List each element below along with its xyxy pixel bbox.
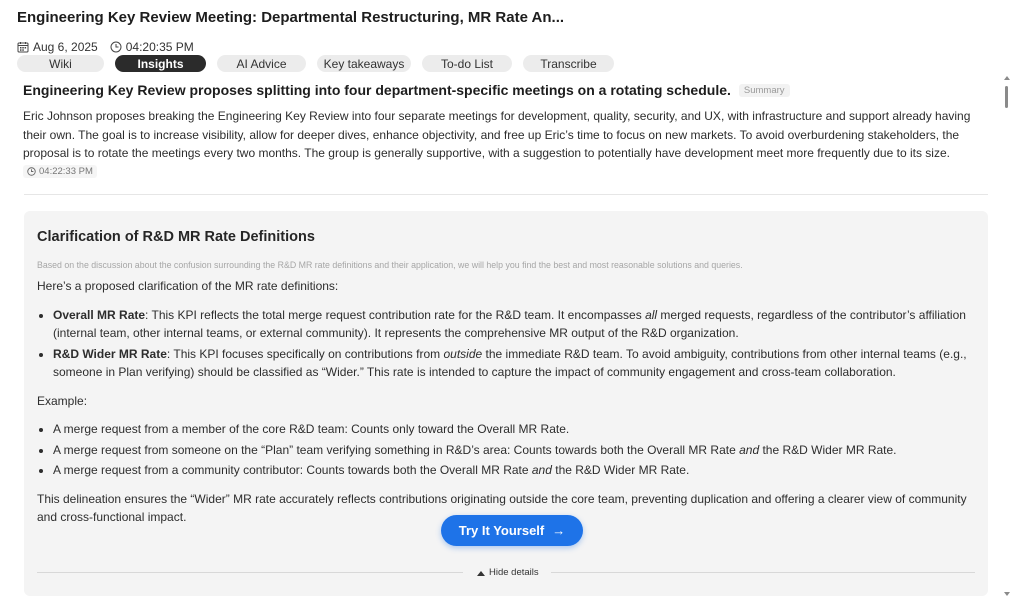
example-text: the R&D Wider MR Rate. — [551, 463, 690, 477]
example-text: A merge request from someone on the “Plan” team verifying something in R&D’s area: Counts towards both the Overall MR Rate — [53, 442, 740, 457]
arrow-right-icon: → — [552, 523, 566, 538]
example-item — [53, 461, 967, 480]
definition-list — [53, 306, 967, 382]
meeting-meta — [17, 39, 1004, 55]
scroll-down-icon[interactable] — [1004, 592, 1010, 596]
try-it-yourself-label: Try It Yourself — [458, 523, 545, 538]
try-it-yourself-button[interactable] — [441, 515, 583, 546]
hide-details-row — [37, 567, 975, 579]
summary-header — [23, 80, 989, 100]
card-body — [37, 277, 967, 527]
definition-emphasis: all — [645, 307, 658, 322]
summary-text: Eric Johnson proposes breaking the Engineering Key Review into four separate meetings for development, quality, security, and UX, with infrastructure and support already having their own. The goal is to increase visibility, allow for deeper dives, enhance objectivity, and free up Eric’s time to focus on new markets. To avoid overburdening stakeholders, the proposal is to rotate the meetings every two months. The group is generally supportive, with a suggestion to potentially have development meet more frequently due to its size. — [23, 109, 971, 160]
definition-text: : This KPI focuses specifically on contributions from — [166, 346, 444, 361]
definition-term: Overall MR Rate — [53, 307, 146, 322]
hide-details-toggle[interactable] — [477, 567, 539, 578]
summary-title: Engineering Key Review proposes splitting into four department-specific meetings on a rotating schedule. — [23, 82, 731, 98]
example-item — [53, 420, 967, 439]
summary-timestamp[interactable] — [23, 165, 97, 178]
tab-bar — [17, 55, 625, 72]
example-label: Example: — [37, 393, 88, 408]
summary-section — [23, 80, 989, 181]
example-emphasis: and — [531, 463, 552, 477]
meeting-header — [17, 8, 1004, 55]
meeting-date-text: Aug 6, 2025 — [33, 40, 98, 54]
example-list — [53, 420, 967, 480]
calendar-icon — [17, 41, 29, 53]
meeting-time-text: 04:20:35 PM — [125, 40, 194, 54]
tab-key-takeaways[interactable]: Key takeaways — [317, 55, 411, 72]
definition-item — [53, 345, 967, 382]
summary-badge: Summary — [739, 84, 790, 97]
hide-details-label: Hide details — [489, 567, 539, 578]
tab-wiki[interactable]: Wiki — [17, 55, 104, 72]
example-item — [53, 441, 967, 460]
definition-text: : This KPI reflects the total merge request contribution rate for the R&D team. It encompasses — [145, 307, 646, 322]
clock-icon — [110, 41, 122, 53]
definition-emphasis: outside — [443, 346, 483, 361]
insight-card — [24, 211, 988, 596]
summary-timestamp-text: 04:22:33 PM — [39, 165, 93, 177]
tab-todo-list[interactable]: To-do List — [422, 55, 512, 72]
tab-insights[interactable]: Insights — [115, 55, 206, 72]
definition-text: the immediate R&D team. To avoid ambiguity, contributions from other internal teams (e.g., someone in Plan verifying) should be classified as “Wider.” This rate is intended to capture the impact of community engagement and cross-team collaboration. — [53, 346, 967, 379]
example-text: A merge request from a community contributor: Counts towards both the Overall MR Rate — [53, 463, 532, 477]
vertical-scrollbar[interactable] — [1003, 76, 1012, 596]
meeting-title: Engineering Key Review Meeting: Departmental Restructuring, MR Rate An... — [17, 9, 565, 26]
scroll-up-icon[interactable] — [1004, 76, 1010, 80]
card-conclusion: This delineation ensures the “Wider” MR rate accurately reflects contributions originating outside the core team, preventing duplication and offering a clearer view of community and cross-functional impact. — [37, 491, 967, 524]
definition-term: R&D Wider MR Rate — [53, 346, 167, 361]
card-title: Clarification of R&D MR Rate Definitions — [37, 229, 315, 245]
card-lead: Here’s a proposed clarification of the MR rate definitions: — [37, 279, 339, 293]
example-emphasis: and — [739, 442, 760, 457]
tab-ai-advice[interactable]: AI Advice — [217, 55, 306, 72]
clock-icon — [27, 167, 36, 176]
hide-divider-left — [37, 572, 463, 573]
scroll-thumb[interactable] — [1005, 86, 1008, 108]
hide-divider-right — [551, 572, 975, 573]
tab-transcribe[interactable]: Transcribe — [523, 55, 614, 72]
example-text: the R&D Wider MR Rate. — [759, 442, 897, 457]
meeting-date — [17, 40, 98, 54]
chevron-up-icon — [477, 570, 485, 576]
definition-text: merged requests, regardless of the contributor’s affiliation (internal team, other internal teams, or external community). It represents the comprehensive MR output of the R&D organization. — [53, 307, 966, 340]
meeting-time — [110, 40, 194, 54]
section-divider — [24, 194, 988, 195]
definition-item — [53, 306, 967, 343]
card-intro: Based on the discussion about the confusion surrounding the R&D MR rate definitions and their application, we will help you find the best and most reasonable solutions and queries. — [37, 260, 743, 270]
example-text: A merge request from a member of the core R&D team: Counts only toward the Overall MR Rate. — [53, 422, 570, 436]
